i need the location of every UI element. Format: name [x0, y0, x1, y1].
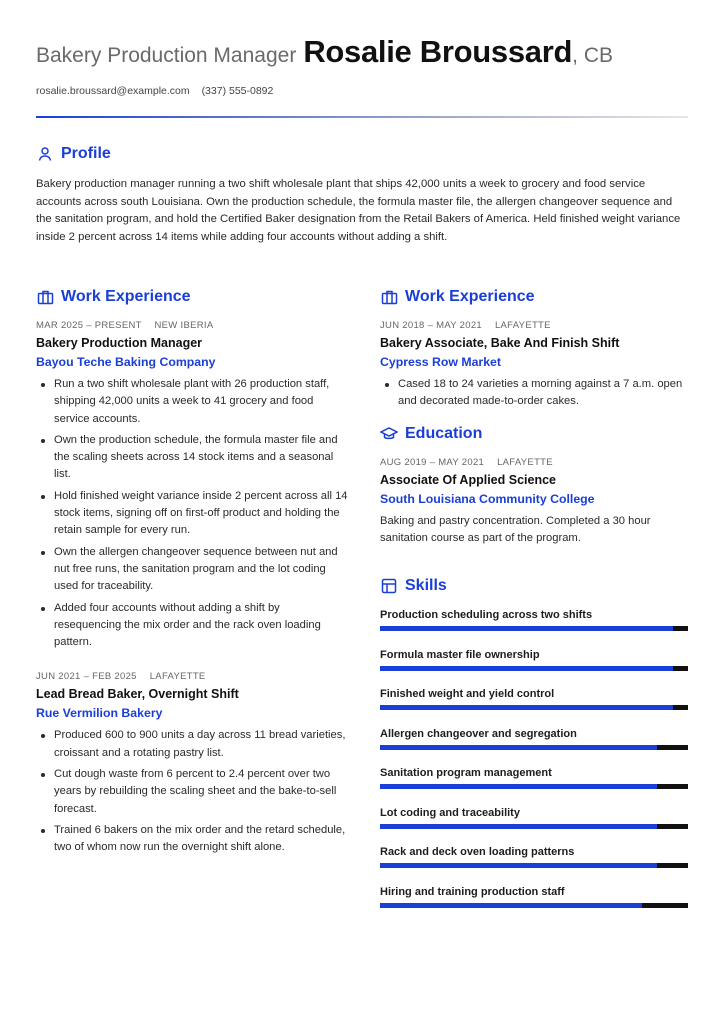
skill-label: Allergen changeover and segregation	[380, 727, 577, 740]
job-dates: MAR 2025 – PRESENT	[36, 320, 142, 331]
person-icon	[36, 145, 54, 163]
job-role: Bakery Associate, Bake And Finish Shift	[380, 336, 620, 350]
credential: , CB	[572, 44, 613, 67]
skill-bar-fill	[380, 824, 657, 829]
skill-item	[380, 728, 688, 750]
job-company: Cypress Row Market	[380, 355, 501, 369]
graduation-cap-icon	[380, 425, 398, 443]
job-meta	[36, 320, 348, 331]
profile-text: Bakery production manager running a two shift wholesale plant that ships 42,000 units a week to grocery and food service accounts across south Louisiana. Own the production schedule, the formula master file, the allergen changeover sequence and the sanitation program, and hold the Certified Baker designation from the Retail Bakers of America. Held finished weight variance inside 2 percent across 14 items while adding four accounts without adding a shift.	[36, 178, 681, 243]
skill-bar	[380, 903, 688, 908]
bullet-item: Produced 600 to 900 units a day across 11 bread varieties, croissant and a rotating pastry list.	[54, 727, 348, 762]
skill-item	[380, 688, 688, 710]
skill-label: Lot coding and traceability	[380, 806, 520, 819]
skill-label: Production scheduling across two shifts	[380, 609, 593, 622]
job-dates: JUN 2018 – MAY 2021	[380, 320, 482, 331]
skill-bar-fill	[380, 903, 642, 908]
skill-bar-fill	[380, 626, 673, 631]
work-experience-heading	[380, 288, 688, 306]
resume-header	[36, 34, 688, 97]
skill-label: Finished weight and yield control	[380, 688, 555, 701]
phone[interactable]: (337) 555-0892	[201, 85, 274, 97]
job-company: Bayou Teche Baking Company	[36, 355, 216, 369]
job-role: Bakery Production Manager	[36, 336, 203, 350]
education-description: Baking and pastry concentration. Completed a 30 hour sanitation course as part of the program.	[380, 514, 651, 544]
skill-item	[380, 886, 688, 908]
skills-heading	[380, 577, 688, 595]
work-experience-title: Work Experience	[61, 288, 191, 305]
skill-item	[380, 609, 688, 631]
job-company: Rue Vermilion Bakery	[36, 706, 163, 721]
degree: Associate Of Applied Science	[380, 472, 556, 487]
education-entry	[380, 457, 688, 548]
job-bullets	[36, 727, 348, 856]
skill-bar-fill	[380, 705, 673, 710]
grid-icon	[380, 577, 398, 595]
education-meta	[380, 457, 688, 468]
bullet-item: Own the production schedule, the formula master file and the scaling sheets across 14 stock items and a seasonal list.	[54, 432, 348, 484]
skill-bar	[380, 626, 688, 631]
right-column	[380, 288, 688, 925]
job-entry	[380, 320, 688, 411]
job-location: NEW IBERIA	[154, 320, 214, 331]
job-bullets	[380, 376, 688, 411]
job-bullets	[36, 376, 348, 651]
skill-label: Hiring and training production staff	[380, 885, 565, 898]
job-title: Bakery Production Manager	[36, 44, 297, 67]
skill-bar-fill	[380, 784, 657, 789]
profile-heading	[36, 145, 688, 163]
work-experience-heading	[36, 288, 348, 306]
skill-label: Rack and deck oven loading patterns	[380, 846, 575, 859]
education-title: Education	[405, 424, 483, 442]
bullet-item: Own the allergen changeover sequence between nut and nut free runs, the sanitation program and the lot coding used for traceability.	[54, 544, 348, 596]
work-experience-title: Work Experience	[405, 288, 535, 305]
skill-bar	[380, 705, 688, 710]
skill-item	[380, 767, 688, 789]
job-meta	[380, 320, 688, 331]
education-location: LAFAYETTE	[497, 456, 553, 468]
email[interactable]: rosalie.broussard@example.com	[36, 85, 190, 97]
job-entry	[36, 320, 348, 651]
bullet-item: Added four accounts without adding a shift by resequencing the mix order and the rack oven loading pattern.	[54, 600, 348, 652]
job-location: LAFAYETTE	[149, 671, 206, 683]
skills-list	[380, 609, 688, 908]
briefcase-icon	[380, 288, 398, 306]
left-column	[36, 288, 348, 861]
education-heading	[380, 425, 688, 443]
skill-item	[380, 846, 688, 868]
bullet-item: Run a two shift wholesale plant with 26 production staff, shipping 42,000 units a week to 41 grocery and food service accounts.	[54, 376, 348, 428]
bullet-item: Hold finished weight variance inside 2 percent across all 14 stock items, signing off on first-off product and holding the retain sample for every run.	[54, 488, 348, 540]
education-dates: AUG 2019 – MAY 2021	[380, 456, 485, 468]
skill-label: Sanitation program management	[380, 767, 552, 780]
skill-bar	[380, 824, 688, 829]
job-role: Lead Bread Baker, Overnight Shift	[36, 687, 239, 702]
contact-line	[36, 85, 688, 97]
job-location: LAFAYETTE	[494, 320, 551, 331]
skill-label: Formula master file ownership	[380, 648, 540, 661]
skills-title: Skills	[405, 577, 447, 595]
profile-section	[36, 145, 688, 246]
skill-bar	[380, 863, 688, 868]
job-meta	[36, 671, 348, 682]
title-line	[36, 34, 688, 70]
skill-bar	[380, 784, 688, 789]
briefcase-icon	[36, 288, 54, 306]
skill-bar	[380, 745, 688, 750]
skill-item	[380, 649, 688, 671]
profile-title: Profile	[61, 145, 111, 162]
header-divider	[36, 116, 688, 118]
bullet-item: Cased 18 to 24 varieties a morning against a 7 a.m. open and decorated made-to-order cakes.	[398, 376, 688, 411]
job-dates: JUN 2021 – FEB 2025	[36, 671, 137, 683]
skill-bar-fill	[380, 745, 657, 750]
bullet-item: Cut dough waste from 6 percent to 2.4 percent over two years by rebuilding the scaling sheet and the bake-to-sell forecast.	[54, 766, 348, 818]
skill-item	[380, 807, 688, 829]
candidate-name: Rosalie Broussard	[303, 34, 573, 69]
job-entry	[36, 671, 348, 856]
bullet-item: Trained 6 bakers on the mix order and the retard schedule, two of whom now run the overnight shift alone.	[54, 822, 348, 857]
skill-bar-fill	[380, 666, 673, 671]
school: South Louisiana Community College	[380, 491, 595, 506]
skill-bar-fill	[380, 863, 657, 868]
skill-bar	[380, 666, 688, 671]
